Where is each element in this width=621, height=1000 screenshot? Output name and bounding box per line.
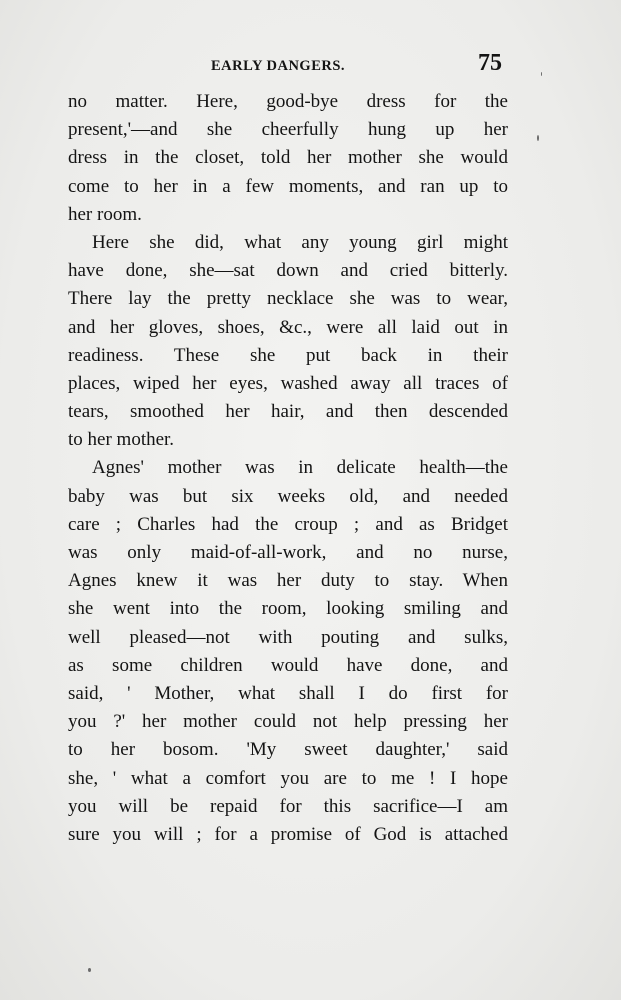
text-line: she went into the room, looking smiling and	[68, 598, 508, 620]
text-line: and her gloves, shoes, &c., were all laid out in	[68, 316, 508, 338]
ink-speck	[537, 135, 539, 141]
text-line: places, wiped her eyes, washed away all traces of	[68, 372, 508, 394]
text-line: to her bosom. 'My sweet daughter,' said	[68, 739, 508, 761]
text-line: readiness. These she put back in their	[68, 344, 508, 366]
text-line: to her mother.	[68, 429, 175, 451]
running-head: EARLY DANGERS.	[211, 58, 346, 74]
text-line: There lay the pretty necklace she was to wear,	[68, 288, 508, 310]
text-line: sure you will ; for a promise of God is attached	[68, 823, 508, 845]
text-line: she, ' what a comfort you are to me ! I hope	[68, 767, 508, 789]
text-line: dress in the closet, told her mother she would	[68, 147, 508, 169]
text-line: present,'—and she cheerfully hung up her	[68, 119, 508, 141]
page-number: 75	[478, 50, 502, 76]
body-text	[68, 88, 508, 849]
text-line: Agnes' mother was in delicate health—the	[92, 457, 508, 479]
text-line: have done, she—sat down and cried bitterly.	[68, 260, 508, 282]
text-line: come to her in a few moments, and ran up to	[68, 175, 508, 197]
text-line: care ; Charles had the croup ; and as Bridget	[68, 513, 508, 535]
text-line: you will be repaid for this sacrifice—I am	[68, 795, 508, 817]
text-line: well pleased—not with pouting and sulks,	[68, 626, 508, 648]
text-line: Agnes knew it was her duty to stay. When	[68, 570, 508, 592]
text-line: her room.	[68, 203, 142, 225]
ink-speck	[88, 968, 91, 972]
text-line: Here she did, what any young girl might	[92, 231, 508, 253]
text-line: was only maid-of-all-work, and no nurse,	[68, 542, 508, 563]
ink-speck	[541, 72, 542, 76]
text-line: you ?' her mother could not help pressing her	[68, 711, 508, 733]
text-line: baby was but six weeks old, and needed	[68, 485, 508, 507]
text-line: said, ' Mother, what shall I do first for	[68, 682, 508, 704]
text-line: no matter. Here, good-bye dress for the	[68, 91, 508, 112]
text-line: as some children would have done, and	[68, 654, 508, 676]
text-line: tears, smoothed her hair, and then descended	[68, 401, 508, 423]
